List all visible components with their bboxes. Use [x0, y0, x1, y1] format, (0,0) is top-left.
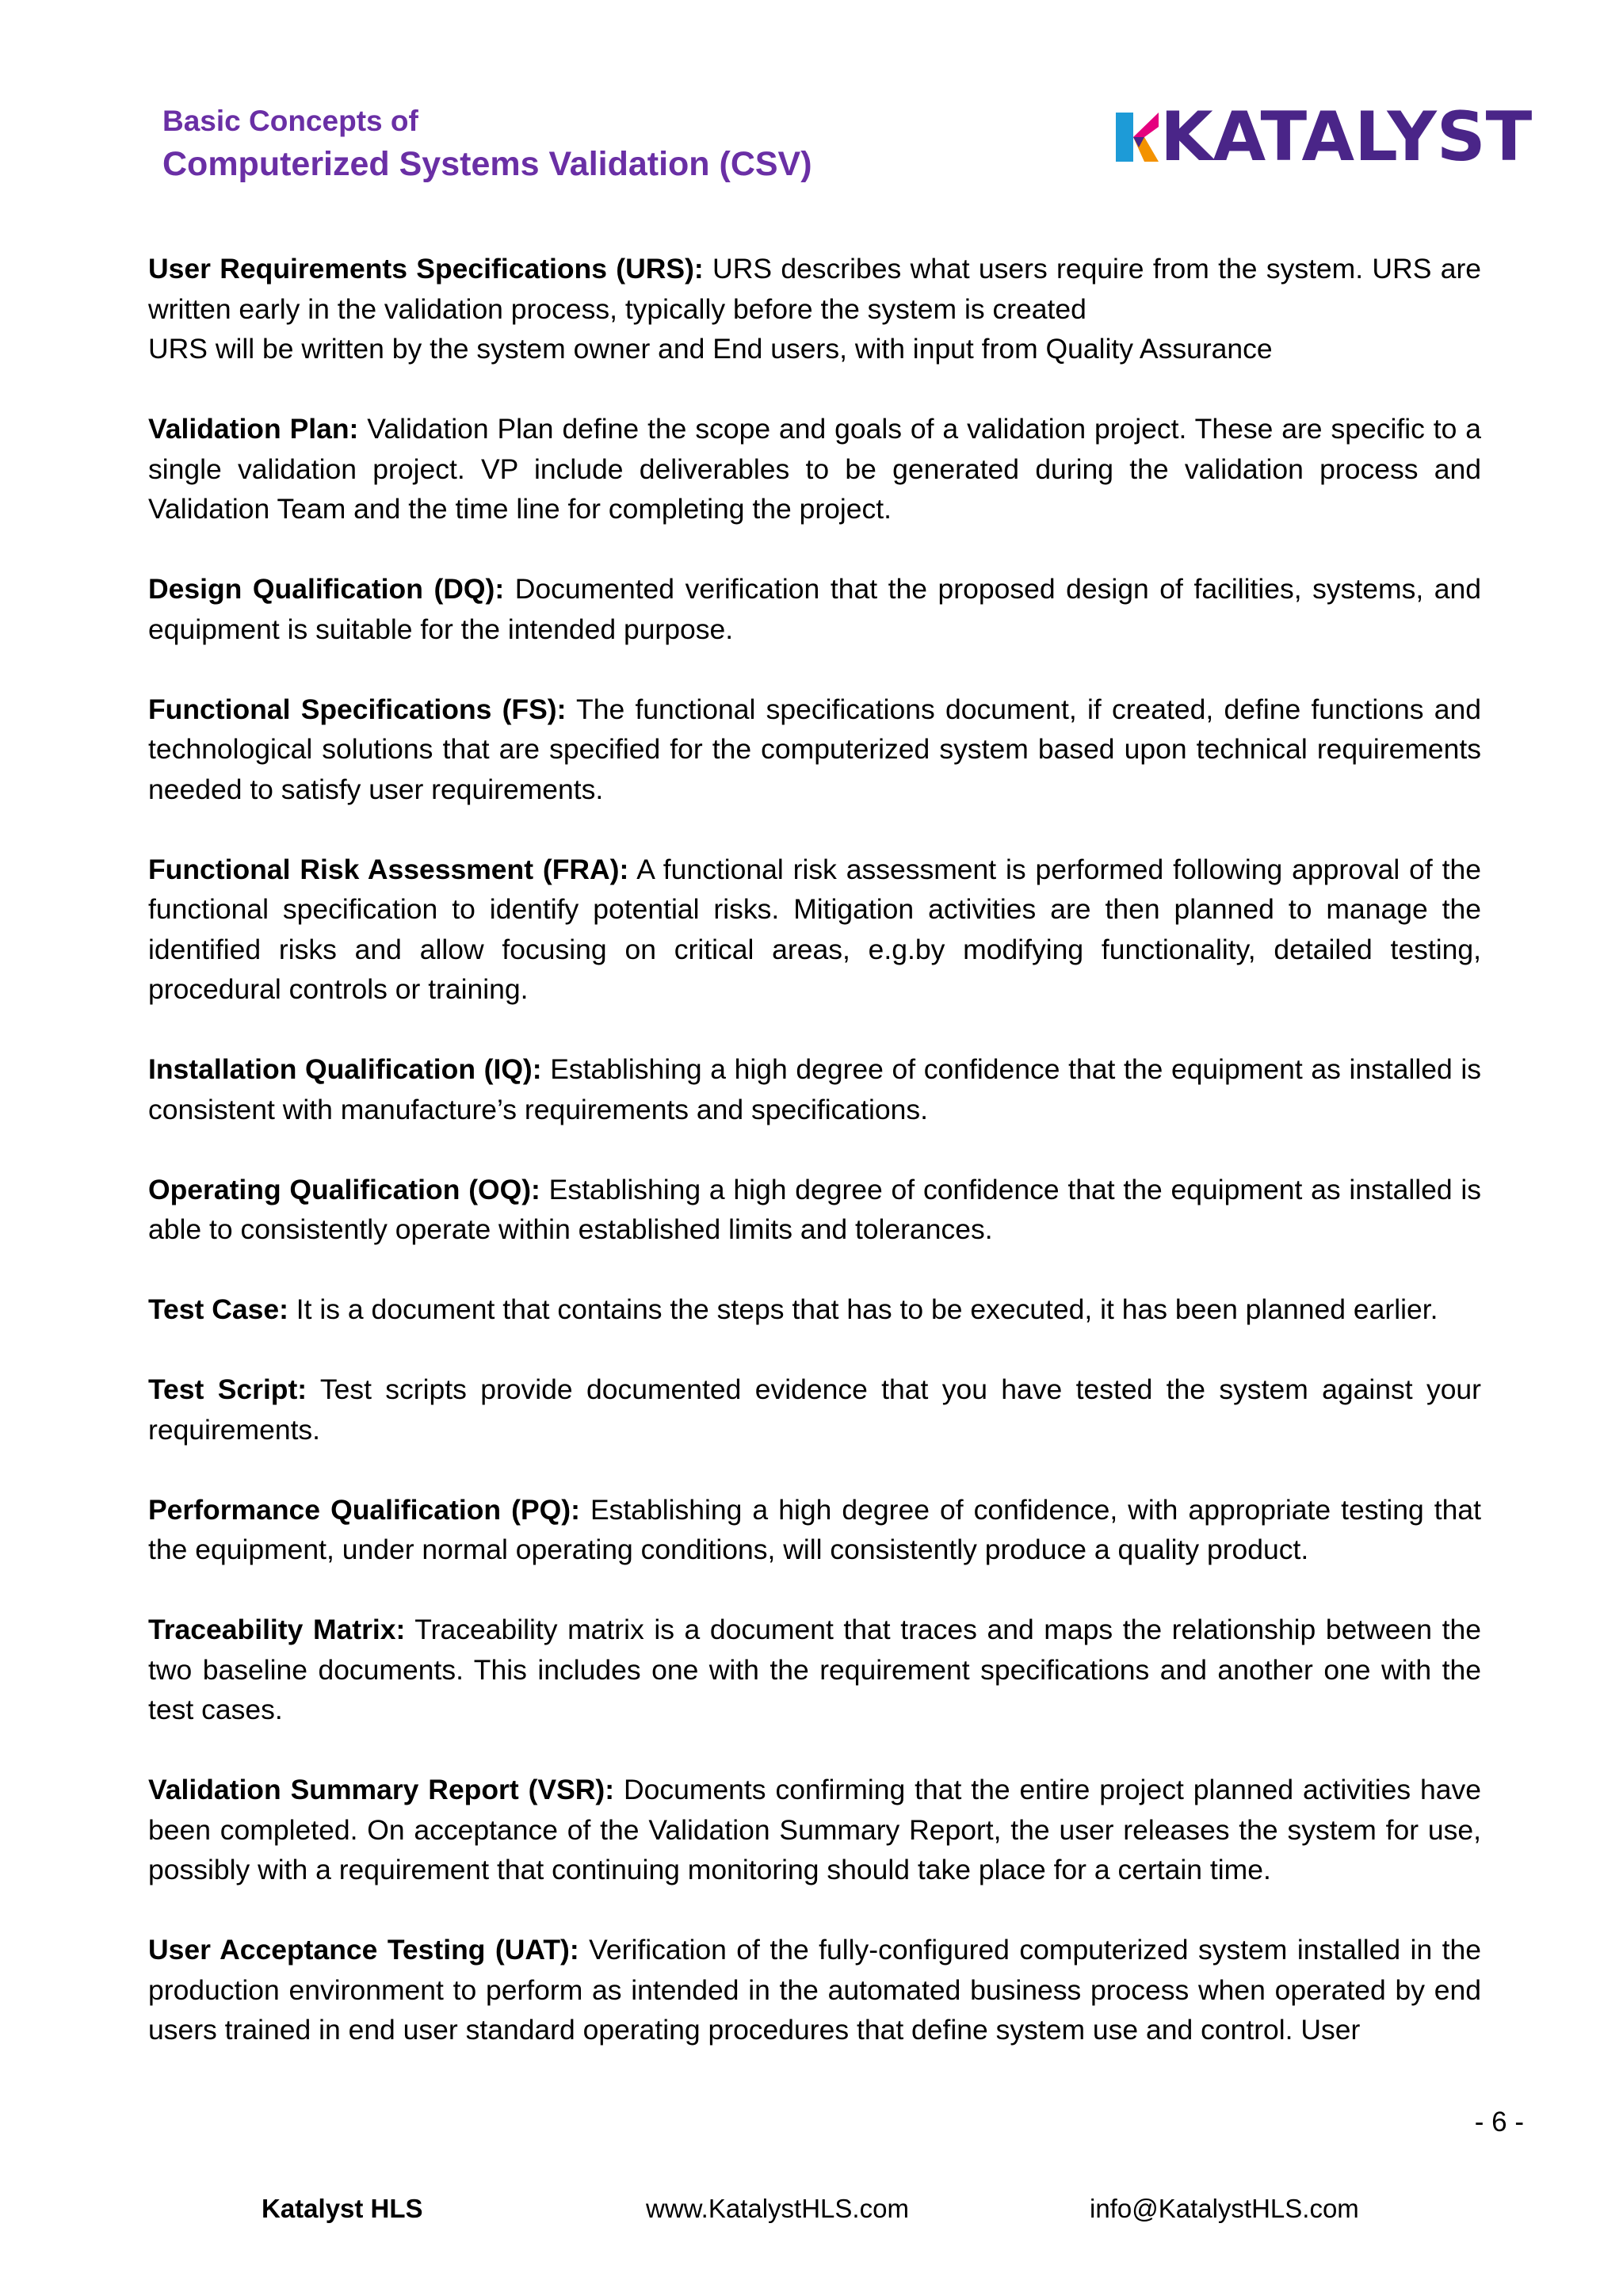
footer-email: info@KatalystHLS.com — [1090, 2194, 1359, 2223]
section-fra — [148, 850, 1481, 1010]
document-body — [148, 249, 1481, 2090]
term-definition: Documents confirming that the entire project planned activities have been completed. On acceptance of the Validation Summary Report, the user releases the system for use, possibly with a requirement that continuing monitoring should take place for a certain time. — [148, 1774, 1482, 1885]
section-test-case — [148, 1289, 1481, 1330]
term-heading: Functional Specifications (FS): — [148, 693, 567, 725]
katalyst-k-icon — [1109, 109, 1165, 165]
logo-wordmark: KATALYST — [1160, 97, 1533, 177]
term-definition-extra: URS will be written by the system owner and End users, with input from Quality Assurance — [148, 333, 1273, 365]
term-heading: Validation Plan: — [148, 413, 359, 445]
katalyst-logo — [1109, 97, 1533, 177]
term-heading: Traceability Matrix: — [148, 1614, 406, 1645]
footer-website: www.KatalystHLS.com — [646, 2194, 909, 2223]
section-test-script — [148, 1370, 1481, 1450]
term-heading: Performance Qualification (PQ): — [148, 1493, 580, 1526]
term-definition: URS describes what users require from the system. URS are written early in the validation process, typically before the system is created — [148, 253, 1482, 325]
term-heading: Design Qualification (DQ): — [148, 573, 505, 605]
section-pq — [148, 1490, 1481, 1570]
section-oq — [148, 1170, 1481, 1250]
term-definition: Documented verification that the proposed design of facilities, systems, and equipment is suitable for the intended purpose. — [148, 573, 1481, 645]
section-urs — [148, 249, 1481, 369]
term-definition: The functional specifications document, if created, define functions and technological solutions that are specified for the computerized system based upon technical requirements needed to satisfy user requirements. — [148, 693, 1481, 805]
section-validation-plan — [148, 409, 1481, 529]
term-heading: Test Case: — [148, 1293, 288, 1325]
section-dq — [148, 569, 1481, 649]
term-definition: Validation Plan define the scope and goals of a validation project. These are specific to a single validation project. VP include deliverables to be generated during the validation process and Validation Team and the time line for completing the project. — [148, 413, 1481, 525]
term-heading: Operating Qualification (OQ): — [148, 1173, 540, 1205]
term-definition: Verification of the fully-configured computerized system installed in the production environment to perform as intended in the automated business process when operated by end users trained in end user standard operating procedures that define system use and control. User — [148, 1934, 1481, 2046]
header-subtitle: Basic Concepts of — [162, 105, 418, 137]
term-definition: Traceability matrix is a document that traces and maps the relationship between the two baseline documents. This includes one with the requirement specifications and another one with the test cases. — [148, 1614, 1481, 1725]
page-footer — [0, 2194, 1623, 2233]
document-header-title — [162, 101, 812, 187]
footer-company: Katalyst HLS — [262, 2194, 423, 2223]
term-definition: Establishing a high degree of confidence that the equipment as installed is able to consistently operate within established limits and tolerances. — [148, 1173, 1481, 1245]
page-number: - 6 - — [1474, 2107, 1524, 2137]
term-heading: Test Script: — [148, 1373, 307, 1405]
term-heading: User Requirements Specifications (URS): — [148, 253, 704, 285]
term-definition: Test scripts provide documented evidence that you have tested the system against your requirements. — [148, 1373, 1482, 1446]
term-definition: A functional risk assessment is performed following approval of the functional specification to identify potential risks. Mitigation activities are then planned to manage the identified risks and allow focusing on critical areas, e.g.by modifying functionality, detailed testing, procedural controls or training. — [148, 853, 1481, 1005]
section-traceability-matrix — [148, 1610, 1481, 1730]
section-vsr — [148, 1770, 1481, 1890]
term-definition: Establishing a high degree of confidence, with appropriate testing that the equipment, under normal operating conditions, will consistently produce a quality product. — [148, 1493, 1481, 1565]
section-uat — [148, 1930, 1481, 2050]
section-iq — [148, 1049, 1481, 1129]
term-heading: Validation Summary Report (VSR): — [148, 1774, 615, 1805]
term-definition: It is a document that contains the steps that has to be executed, it has been planned earlier. — [288, 1293, 1438, 1325]
header-title: Computerized Systems Validation (CSV) — [162, 145, 812, 183]
term-heading: Installation Qualification (IQ): — [148, 1053, 542, 1085]
term-definition: Establishing a high degree of confidence that the equipment as installed is consistent with manufacture’s requirements and specifications. — [148, 1053, 1481, 1125]
section-fs — [148, 690, 1481, 810]
term-heading: Functional Risk Assessment (FRA): — [148, 853, 629, 885]
term-heading: User Acceptance Testing (UAT): — [148, 1934, 579, 1966]
